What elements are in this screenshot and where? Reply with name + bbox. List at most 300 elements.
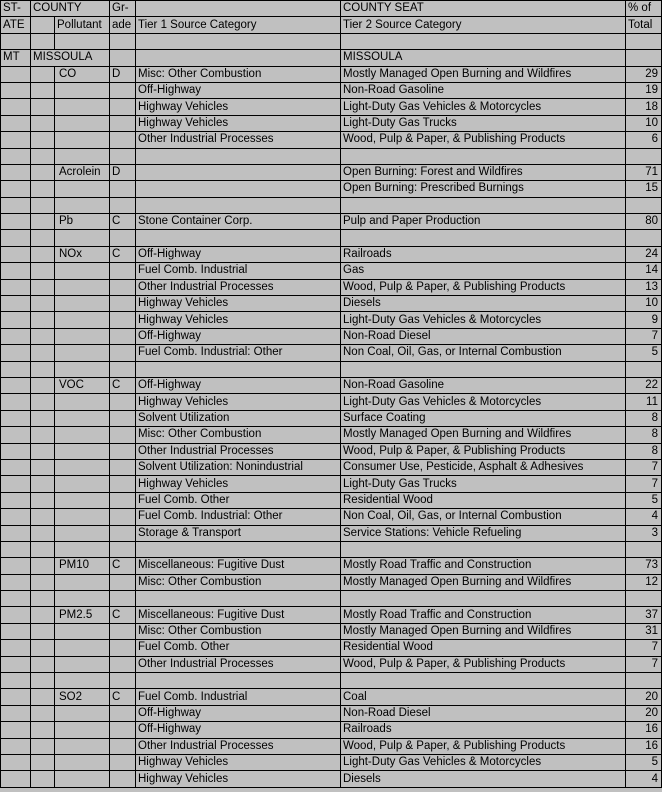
table-cell [626,197,662,213]
tier1-cell: Misc: Other Combustion [136,574,341,590]
tier1-cell: Off-Highway [136,722,341,738]
tier1-cell: Highway Vehicles [136,754,341,770]
percent-cell: 7 [626,459,662,475]
table-cell [1,345,31,361]
table-cell [341,591,626,607]
pollutant-cell [55,705,110,721]
percent-cell: 9 [626,312,662,328]
pollutant-cell: VOC [55,377,110,393]
table-cell [31,164,55,180]
pollutant-cell [55,99,110,115]
tier1-cell: Highway Vehicles [136,115,341,131]
table-row [1,476,662,492]
header-tier1: Tier 1 Source Category [136,17,341,33]
spacer-row [1,33,662,49]
grade-cell [110,99,136,115]
table-row [1,279,662,295]
pollutant-cell [55,443,110,459]
table-row [1,738,662,754]
tier2-cell: Light-Duty Gas Trucks [341,476,626,492]
pollutant-cell: NOx [55,246,110,262]
pollutant-cell [55,492,110,508]
table-cell [341,673,626,689]
percent-cell: 7 [626,476,662,492]
pollutant-cell [55,640,110,656]
spacer-row [1,230,662,246]
tier2-cell: Railroads [341,722,626,738]
table-cell [1,771,31,787]
percent-cell: 10 [626,115,662,131]
percent-cell: 80 [626,214,662,230]
tier2-cell: Service Stations: Vehicle Refueling [341,525,626,541]
grade-cell [110,738,136,754]
pollutant-cell: PM2.5 [55,607,110,623]
table-row [1,492,662,508]
tier2-cell: Surface Coating [341,410,626,426]
header-cell [136,1,341,17]
pollutant-cell [55,656,110,672]
table-cell [31,673,55,689]
grade-cell: D [110,66,136,82]
tier1-cell: Misc: Other Combustion [136,66,341,82]
percent-cell: 11 [626,394,662,410]
table-cell [626,230,662,246]
table-row [1,722,662,738]
table-row [1,82,662,98]
tier1-cell: Highway Vehicles [136,296,341,312]
table-cell [1,66,31,82]
table-cell [1,722,31,738]
pollutant-cell: SO2 [55,689,110,705]
tier1-cell: Off-Highway [136,377,341,393]
table-cell [1,591,31,607]
table-cell [136,148,341,164]
table-cell [626,591,662,607]
pollutant-cell [55,476,110,492]
table-row [1,509,662,525]
table-cell [136,230,341,246]
table-cell [1,525,31,541]
header-county: COUNTY [31,1,55,17]
table-cell [1,115,31,131]
grade-cell: C [110,558,136,574]
pollutant-cell [55,82,110,98]
table-row [1,132,662,148]
percent-cell: 16 [626,738,662,754]
table-cell [1,132,31,148]
table-row [1,623,662,639]
tier2-cell: Light-Duty Gas Trucks [341,115,626,131]
table-cell [31,328,55,344]
table-cell [1,410,31,426]
tier2-cell: Residential Wood [341,492,626,508]
table-cell [341,33,626,49]
table-row [1,66,662,82]
table-row [1,459,662,475]
table-cell [1,443,31,459]
table-row [1,558,662,574]
percent-cell: 13 [626,279,662,295]
header-cell [31,17,55,33]
pollutant-cell [55,525,110,541]
percent-cell: 8 [626,410,662,426]
table-cell [110,230,136,246]
table-cell [31,197,55,213]
table-cell [31,246,55,262]
percent-cell: 4 [626,509,662,525]
table-cell [1,427,31,443]
table-cell [110,541,136,557]
tier1-cell: Other Industrial Processes [136,738,341,754]
table-cell [55,33,110,49]
table-cell [341,361,626,377]
percent-cell: 71 [626,164,662,180]
tier1-cell: Other Industrial Processes [136,132,341,148]
table-cell [31,115,55,131]
tier1-cell: Highway Vehicles [136,99,341,115]
grade-cell [110,279,136,295]
tier1-cell: Other Industrial Processes [136,656,341,672]
table-cell [31,279,55,295]
table-cell [110,673,136,689]
percent-cell: 24 [626,246,662,262]
tier1-cell: Miscellaneous: Fugitive Dust [136,558,341,574]
table-cell [31,525,55,541]
table-cell [1,246,31,262]
table-cell [1,312,31,328]
table-cell [31,459,55,475]
tier2-cell: Residential Wood [341,640,626,656]
tier1-cell: Highway Vehicles [136,312,341,328]
tier1-cell: Fuel Comb. Industrial [136,263,341,279]
grade-cell [110,771,136,787]
tier1-cell: Other Industrial Processes [136,279,341,295]
table-cell [31,427,55,443]
grade-cell: D [110,164,136,180]
table-cell [1,607,31,623]
pollutant-cell [55,345,110,361]
table-cell [31,574,55,590]
grade-cell [110,427,136,443]
header-total: Total [626,17,662,33]
tier1-cell: Solvent Utilization: Nonindustrial [136,459,341,475]
table-row [1,771,662,787]
table-cell [136,361,341,377]
tier1-cell: Fuel Comb. Industrial [136,689,341,705]
percent-cell: 7 [626,656,662,672]
tier2-cell: Mostly Managed Open Burning and Wildfires [341,574,626,590]
percent-cell: 37 [626,607,662,623]
percent-cell: 7 [626,640,662,656]
tier2-cell: Open Burning: Prescribed Burnings [341,181,626,197]
table-cell [1,377,31,393]
percent-cell: 12 [626,574,662,590]
table-cell [31,607,55,623]
table-cell [626,33,662,49]
pollutant-cell [55,722,110,738]
table-cell [31,312,55,328]
pollutant-cell [55,738,110,754]
grade-cell [110,312,136,328]
tier1-cell: Fuel Comb. Industrial: Other [136,345,341,361]
grade-cell [110,263,136,279]
table-cell [31,722,55,738]
tier2-cell: Gas [341,263,626,279]
table-cell [31,263,55,279]
table-row [1,705,662,721]
percent-cell: 22 [626,377,662,393]
grade-cell [110,656,136,672]
pollutant-cell [55,509,110,525]
grade-cell: C [110,246,136,262]
table-cell [31,771,55,787]
tier2-cell: Wood, Pulp & Paper, & Publishing Products [341,279,626,295]
percent-cell: 6 [626,132,662,148]
table-cell [110,591,136,607]
table-row [1,443,662,459]
spacer-row [1,673,662,689]
percent-cell: 15 [626,181,662,197]
spacer-row [1,148,662,164]
table-cell [1,738,31,754]
table-cell [341,541,626,557]
table-cell [55,361,110,377]
tier2-cell: Mostly Managed Open Burning and Wildfires [341,66,626,82]
location-row [1,50,662,66]
table-cell [1,148,31,164]
tier2-cell: Consumer Use, Pesticide, Asphalt & Adhesives [341,459,626,475]
table-cell [1,640,31,656]
table-cell [1,214,31,230]
tier1-cell: Fuel Comb. Other [136,492,341,508]
header-state: ATE [1,17,31,33]
pollutant-cell [55,623,110,639]
pollutant-cell: Acrolein [55,164,110,180]
table-cell [1,459,31,475]
grade-cell [110,754,136,770]
table-row [1,296,662,312]
table-cell [341,148,626,164]
grade-cell [110,394,136,410]
grade-cell [110,328,136,344]
table-cell [31,738,55,754]
percent-cell: 10 [626,296,662,312]
tier2-cell: Non-Road Gasoline [341,377,626,393]
grade-cell [110,525,136,541]
table-cell [110,50,136,66]
spacer-row [1,361,662,377]
table-cell [1,296,31,312]
tier1-cell: Stone Container Corp. [136,214,341,230]
table-row [1,263,662,279]
table-cell [1,656,31,672]
table-row [1,377,662,393]
grade-cell [110,410,136,426]
grade-cell [110,574,136,590]
table-cell [31,296,55,312]
table-row [1,410,662,426]
table-row [1,607,662,623]
table-cell [31,541,55,557]
table-cell [31,689,55,705]
table-cell [626,541,662,557]
table-cell [1,164,31,180]
table-row [1,640,662,656]
percent-cell: 14 [626,263,662,279]
table-cell [31,82,55,98]
table-cell [1,328,31,344]
table-cell [1,394,31,410]
table-cell [31,705,55,721]
tier2-cell: Mostly Managed Open Burning and Wildfires [341,427,626,443]
table-row [1,525,662,541]
table-cell [55,591,110,607]
table-cell [1,492,31,508]
tier2-cell: Wood, Pulp & Paper, & Publishing Products [341,656,626,672]
tier2-cell: Wood, Pulp & Paper, & Publishing Products [341,443,626,459]
table-cell [1,230,31,246]
pollutant-cell: PM10 [55,558,110,574]
table-cell [136,50,341,66]
tier2-cell: Non Coal, Oil, Gas, or Internal Combustion [341,509,626,525]
table-cell [31,492,55,508]
pollutant-cell [55,459,110,475]
header-grade: ade [110,17,136,33]
grade-cell [110,722,136,738]
pollutant-cell: CO [55,66,110,82]
table-cell [626,673,662,689]
table-cell [1,558,31,574]
percent-cell: 3 [626,525,662,541]
grade-cell: C [110,214,136,230]
table-cell [55,541,110,557]
table-cell [1,181,31,197]
table-row [1,115,662,131]
header-row-1 [1,1,662,17]
grade-cell: C [110,377,136,393]
table-row [1,214,662,230]
table-row [1,99,662,115]
percent-cell: 7 [626,328,662,344]
table-cell [31,66,55,82]
tier1-cell [136,181,341,197]
table-row [1,164,662,180]
table-cell [1,82,31,98]
grade-cell [110,509,136,525]
tier1-cell: Solvent Utilization [136,410,341,426]
table-cell [136,197,341,213]
table-cell [626,361,662,377]
tier2-cell: Coal [341,689,626,705]
tier2-cell: Non-Road Diesel [341,328,626,344]
table-cell [31,181,55,197]
table-cell [31,476,55,492]
tier2-cell: Non-Road Diesel [341,705,626,721]
pollutant-cell [55,115,110,131]
percent-cell: 20 [626,705,662,721]
tier1-cell: Fuel Comb. Other [136,640,341,656]
tier2-cell: Diesels [341,296,626,312]
table-row [1,574,662,590]
table-cell [1,623,31,639]
tier1-cell: Misc: Other Combustion [136,623,341,639]
table-cell [1,33,31,49]
table-cell [31,214,55,230]
table-row [1,328,662,344]
header-pollutant: Pollutant [55,17,110,33]
table-cell [1,541,31,557]
table-cell [31,99,55,115]
table-cell [136,673,341,689]
pollutant-cell [55,754,110,770]
table-cell [55,148,110,164]
table-cell [1,263,31,279]
tier2-cell: Non-Road Gasoline [341,82,626,98]
tier1-cell: Off-Highway [136,246,341,262]
table-cell [31,509,55,525]
table-cell [1,705,31,721]
table-cell [1,574,31,590]
tier1-cell: Off-Highway [136,328,341,344]
table-row [1,246,662,262]
tier2-cell: Railroads [341,246,626,262]
percent-cell: 18 [626,99,662,115]
table-row [1,181,662,197]
table-cell [31,623,55,639]
percent-cell: 29 [626,66,662,82]
percent-cell: 5 [626,754,662,770]
grade-cell [110,705,136,721]
tier2-cell: Pulp and Paper Production [341,214,626,230]
table-cell [626,50,662,66]
table-cell [1,754,31,770]
tier2-cell: Light-Duty Gas Vehicles & Motorcycles [341,754,626,770]
header-state: ST- [1,1,31,17]
table-cell [1,673,31,689]
tier1-cell: Fuel Comb. Industrial: Other [136,509,341,525]
table-cell [1,197,31,213]
tier2-cell: Wood, Pulp & Paper, & Publishing Products [341,738,626,754]
tier2-cell: Light-Duty Gas Vehicles & Motorcycles [341,312,626,328]
percent-cell: 5 [626,345,662,361]
table-row [1,427,662,443]
percent-cell: 16 [626,722,662,738]
grade-cell [110,476,136,492]
state-cell: MT [1,50,31,66]
pollutant-cell [55,427,110,443]
pollutant-cell [55,132,110,148]
tier2-cell: Non Coal, Oil, Gas, or Internal Combustion [341,345,626,361]
table-cell [55,197,110,213]
table-cell [31,361,55,377]
percent-cell: 4 [626,771,662,787]
spacer-row [1,197,662,213]
grade-cell [110,459,136,475]
grade-cell [110,296,136,312]
percent-cell: 73 [626,558,662,574]
table-row [1,345,662,361]
tier1-cell: Off-Highway [136,82,341,98]
pollutant-cell [55,771,110,787]
header-percent: % of [626,1,662,17]
table-cell [1,476,31,492]
table-cell [55,673,110,689]
table-cell [31,656,55,672]
tier1-cell: Miscellaneous: Fugitive Dust [136,607,341,623]
tier1-cell: Highway Vehicles [136,394,341,410]
grade-cell [110,82,136,98]
table-cell [31,148,55,164]
